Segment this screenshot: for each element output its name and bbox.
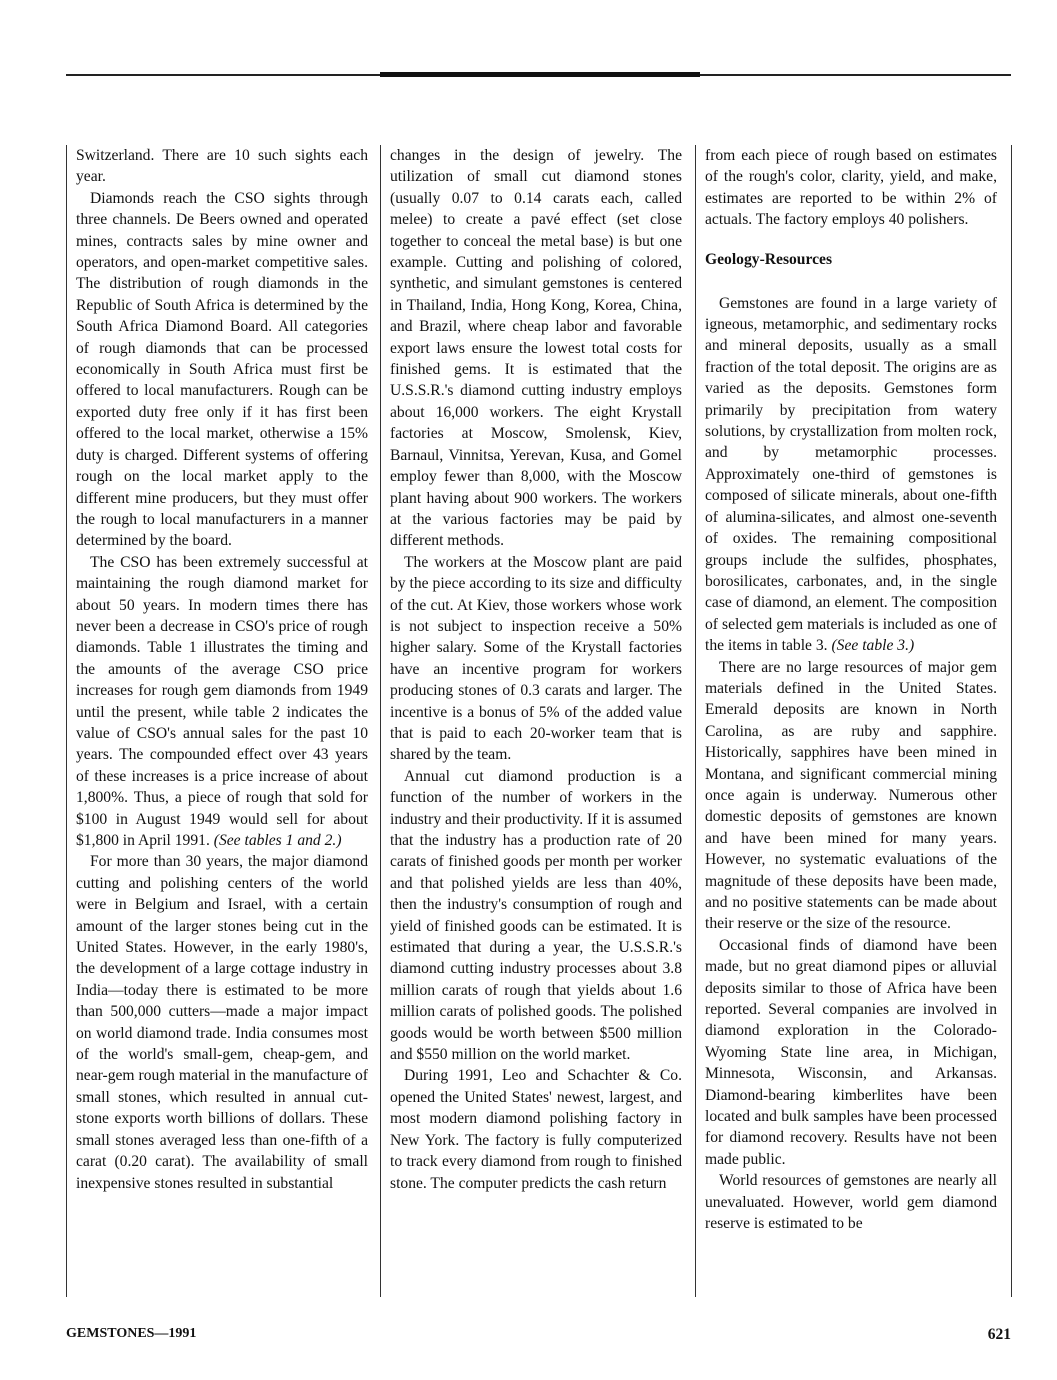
table-reference: (See table 3.) bbox=[831, 637, 915, 655]
paragraph: Annual cut diamond production is a function of the number of workers in the industry and their productivity. If it is assumed that the industry has a production rate of 20 carats of finished goods per month per worker and that polished yields are less than 40%, then the industry's consumption of rough and yield of finished goods can be estimated. It is estimated that during a year, the U.S.S.R.'s diamond cutting industry processes about 3.8 million carats of rough that yields about 1.6 million carats of polished goods. The polished goods would be worth between $500 million and $550 million on the world market. bbox=[390, 767, 682, 1064]
table-reference: (See tables 1 and 2.) bbox=[213, 832, 342, 849]
paragraph: Occasional finds of diamond have been made, but no great diamond pipes or alluvial deposits similar to those of Africa have been reported. Several companies are involved in diamond exploration in the Colorado-Wyoming State line area, in Michigan, Minnesota, Wisconsin, and Arkansas. Diamond-bearing kimberlites have been located and bulk samples have been processed for diamond recovery. Results have not been made public. bbox=[705, 936, 997, 1168]
paragraph bbox=[76, 552, 368, 852]
paragraph: The workers at the Moscow plant are paid by the piece according to its size and difficulty of the cut. At Kiev, those workers whose work is not subject to inspection receive a 50% higher salary. Some of the Krystall factories have an incentive program for workers producing stones of 0.3 carats and larger. The incentive is a bonus of 5% of the added value that is paid to each 20-worker team that is shared by the team. bbox=[390, 553, 682, 764]
column-divider bbox=[66, 145, 67, 1297]
paragraph: Switzerland. There are 10 such sights each year. bbox=[76, 147, 368, 186]
paragraph-text: The CSO has been extremely successful at maintaining the rough diamond market for about 50 years. In modern times there has never been a decrease in CSO's price of rough diamonds. Table 1 illustrates the timing and the amounts of the average CSO price increases for rough gem diamonds from 1949 until the present, while table 2 indicates the value of CSO's annual sales for the past 10 years. The compounded effect over 43 years of these increases is a price increase of about 1,800%. Thus, a piece of rough that sold for $100 in August 1949 would sell for about $1,800 in April 1991. bbox=[76, 553, 368, 849]
paragraph: Diamonds reach the CSO sights through three channels. De Beers owned and operated mines, contracts sales by mine owner and operators, and open-market competitive sales. The distribution of rough diamonds in the Republic of South Africa is determined by the South Africa Diamond Board. All categories of rough diamonds that can be processed economically in South Africa must first be offered to local manufacturers. Rough can be exported duty free only if it has first been offered to the local market, otherwise a 15% duty is charged. Different systems of offering rough on the local market apply to the different mine producers, but they must offer the rough to local manufacturers in a manner determined by the board. bbox=[76, 189, 368, 550]
text-column-3 bbox=[705, 145, 997, 1297]
paragraph: World resources of gemstones are nearly all unevaluated. However, world gem diamond reserve is estimated to be bbox=[705, 1172, 997, 1233]
column-divider bbox=[380, 145, 381, 1297]
paragraph: During 1991, Leo and Schachter & Co. opened the United States' newest, largest, and most modern diamond polishing factory in New York. The factory is fully computerized to track every diamond from rough to finished stone. The computer predicts the cash return bbox=[390, 1067, 682, 1192]
paragraph-text: Gemstones are found in a large variety of igneous, metamorphic, and sedimentary rocks and mineral deposits, usually as a small fraction of the total deposit. The origins are as varied as the deposits. Gemstones form primarily by precipitation from watery solutions, by crystallization from molten rock, and by metamorphic processes. Approximately one-third of gemstones is composed of silicate minerals, about one-fifth of alumina-silicates, and almost one-seventh of oxides. The remaining compositional groups include the sulfides, phosphates, borosilicates, carbonates, and, in the single case of diamond, an element. The composition of selected gem materials is included as one of the items in table 3. bbox=[705, 294, 997, 655]
column-divider bbox=[695, 145, 696, 1297]
paragraph: changes in the design of jewelry. The utilization of small cut diamond stones (usually 0.07 to 0.14 carats each, called melee) to create a pavé effect (set close together to conceal the metal base) is but one example. Cutting and polishing of colored, synthetic, and simulant gemstones is centered in Thailand, India, Hong Kong, Korea, China, and Brazil, where cheap labor and favorable export laws ensure the lowest total costs for finished gems. It is estimated that the U.S.S.R.'s diamond cutting industry employs about 16,000 workers. The eight Krystall factories at Moscow, Smolensk, Kiev, Barnaul, Vinnitsa, Yerevan, Kusa, and Gomel employ fewer than 8,000, with the Moscow plant having about 900 workers. The workers at the various factories may be paid by different methods. bbox=[390, 147, 682, 550]
paragraph: For more than 30 years, the major diamond cutting and polishing centers of the world were in Belgium and Israel, with a certain amount of the larger stones being cut in the United States. However, in the early 1980's, the development of a large cottage industry in India—today there is estimated to be more than 500,000 cutters—made a major impact on world diamond trade. India consumes most of the world's small-gem, cheap-gem, and near-gem rough material in the manufacture of small stones, which resulted in annual cut-stone exports worth billions of dollars. These small stones averaged less than one-fifth of a carat (0.20 carat). The availability of small inexpensive stones resulted in substantial bbox=[76, 853, 368, 1192]
running-footer: GEMSTONES—1991 bbox=[66, 1326, 197, 1341]
text-column-1 bbox=[76, 145, 368, 1297]
column-divider bbox=[1011, 145, 1012, 1297]
text-column-2 bbox=[390, 145, 682, 1297]
paragraph: from each piece of rough based on estimates of the rough's color, clarity, yield, and make, estimates are reported to be within 2% of actuals. The factory employs 40 polishers. bbox=[705, 147, 997, 229]
page-number: 621 bbox=[987, 1326, 1011, 1343]
section-heading: Geology-Resources bbox=[705, 250, 833, 268]
paragraph bbox=[705, 293, 997, 657]
paragraph: There are no large resources of major gem materials defined in the United States. Emerald deposits are known in North Carolina, as are ruby and sapphire. Historically, sapphires have been mined in Montana, and significant commercial mining once again is underway. Numerous other domestic deposits of gemstones are known and have been mined for many years. However, no systematic evaluations of the magnitude of these deposits have been made, and no positive statements can be made about their reserve or the size of the resource. bbox=[705, 658, 997, 933]
top-rule-accent bbox=[380, 72, 700, 77]
